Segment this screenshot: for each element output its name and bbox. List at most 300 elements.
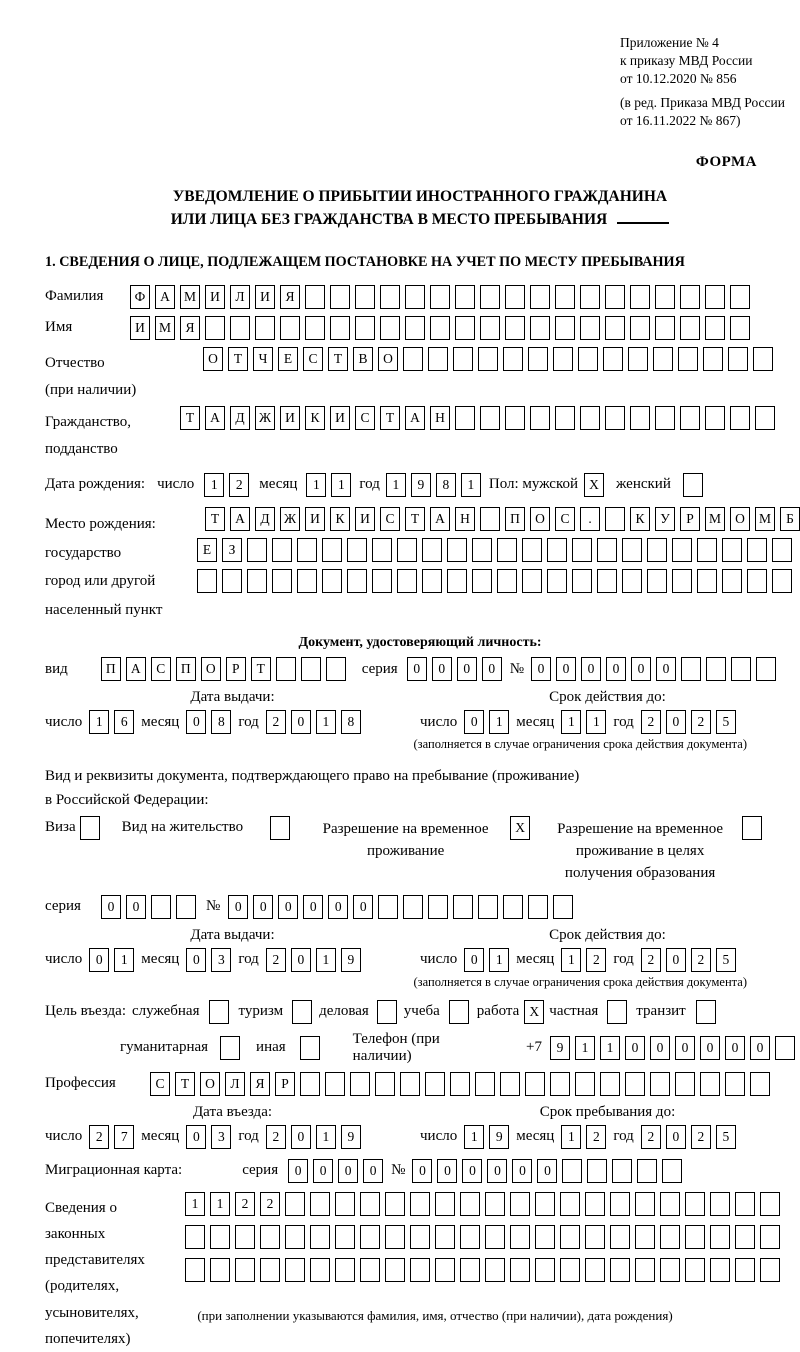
char-cell[interactable]: [683, 473, 703, 497]
char-cell[interactable]: У: [655, 507, 675, 531]
char-cell[interactable]: 1: [185, 1192, 205, 1216]
char-cell[interactable]: [697, 538, 717, 562]
char-cell[interactable]: [705, 316, 725, 340]
char-cell[interactable]: [772, 538, 792, 562]
char-cell[interactable]: [735, 1258, 755, 1282]
char-cell[interactable]: [697, 569, 717, 593]
entry-month-boxes[interactable]: [186, 1125, 231, 1149]
char-cell[interactable]: [725, 1072, 745, 1096]
char-cell[interactable]: 1: [316, 710, 336, 734]
char-cell[interactable]: [605, 285, 625, 309]
char-cell[interactable]: 1: [114, 948, 134, 972]
char-cell[interactable]: 0: [303, 895, 323, 919]
char-cell[interactable]: [405, 285, 425, 309]
char-cell[interactable]: 0: [126, 895, 146, 919]
char-cell[interactable]: [485, 1258, 505, 1282]
char-cell[interactable]: [603, 347, 623, 371]
char-cell[interactable]: [428, 347, 448, 371]
expiry-year-boxes[interactable]: [641, 710, 736, 734]
char-cell[interactable]: [628, 347, 648, 371]
char-cell[interactable]: 0: [666, 1125, 686, 1149]
char-cell[interactable]: [472, 569, 492, 593]
char-cell[interactable]: 0: [556, 657, 576, 681]
expiry-year-boxes[interactable]: [641, 948, 736, 972]
char-cell[interactable]: [80, 816, 100, 840]
char-cell[interactable]: 1: [316, 948, 336, 972]
char-cell[interactable]: [747, 538, 767, 562]
char-cell[interactable]: 0: [278, 895, 298, 919]
char-cell[interactable]: [222, 569, 242, 593]
char-cell[interactable]: 2: [691, 948, 711, 972]
char-cell[interactable]: 0: [700, 1036, 720, 1060]
char-cell[interactable]: [260, 1225, 280, 1249]
char-cell[interactable]: [453, 347, 473, 371]
char-cell[interactable]: [710, 1192, 730, 1216]
purpose-other-checkbox[interactable]: [300, 1036, 320, 1060]
char-cell[interactable]: П: [101, 657, 121, 681]
char-cell[interactable]: [553, 895, 573, 919]
char-cell[interactable]: [449, 1000, 469, 1024]
char-cell[interactable]: [607, 1000, 627, 1024]
char-cell[interactable]: [760, 1258, 780, 1282]
char-cell[interactable]: [270, 816, 290, 840]
issue-year-boxes[interactable]: [266, 710, 361, 734]
char-cell[interactable]: 0: [338, 1159, 358, 1183]
char-cell[interactable]: 2: [586, 948, 606, 972]
char-cell[interactable]: А: [230, 507, 250, 531]
doc-number-boxes[interactable]: [531, 657, 776, 681]
char-cell[interactable]: [610, 1225, 630, 1249]
char-cell[interactable]: [422, 569, 442, 593]
char-cell[interactable]: [305, 285, 325, 309]
residence-number-boxes[interactable]: [228, 895, 573, 919]
char-cell[interactable]: 0: [625, 1036, 645, 1060]
char-cell[interactable]: 2: [586, 1125, 606, 1149]
char-cell[interactable]: С: [355, 406, 375, 430]
char-cell[interactable]: [400, 1072, 420, 1096]
char-cell[interactable]: [730, 406, 750, 430]
char-cell[interactable]: [585, 1225, 605, 1249]
char-cell[interactable]: 0: [288, 1159, 308, 1183]
char-cell[interactable]: [600, 1072, 620, 1096]
char-cell[interactable]: 1: [586, 710, 606, 734]
char-cell[interactable]: 0: [725, 1036, 745, 1060]
char-cell[interactable]: [472, 538, 492, 562]
birth-place-row1-boxes[interactable]: [205, 507, 800, 531]
char-cell[interactable]: [560, 1192, 580, 1216]
char-cell[interactable]: [678, 347, 698, 371]
char-cell[interactable]: [710, 1225, 730, 1249]
char-cell[interactable]: [580, 316, 600, 340]
char-cell[interactable]: [503, 895, 523, 919]
expiry-day-boxes[interactable]: [464, 948, 509, 972]
char-cell[interactable]: [285, 1258, 305, 1282]
char-cell[interactable]: [535, 1192, 555, 1216]
purpose-tourism-checkbox[interactable]: [292, 1000, 312, 1024]
char-cell[interactable]: 2: [89, 1125, 109, 1149]
char-cell[interactable]: Т: [228, 347, 248, 371]
char-cell[interactable]: [505, 316, 525, 340]
char-cell[interactable]: [560, 1258, 580, 1282]
char-cell[interactable]: 0: [253, 895, 273, 919]
char-cell[interactable]: [637, 1159, 657, 1183]
char-cell[interactable]: [480, 285, 500, 309]
char-cell[interactable]: 1: [386, 473, 406, 497]
char-cell[interactable]: [310, 1225, 330, 1249]
char-cell[interactable]: [300, 1036, 320, 1060]
char-cell[interactable]: [272, 538, 292, 562]
temp-permit-checkbox[interactable]: [510, 816, 530, 840]
char-cell[interactable]: О: [200, 1072, 220, 1096]
char-cell[interactable]: 0: [650, 1036, 670, 1060]
char-cell[interactable]: [672, 569, 692, 593]
char-cell[interactable]: [700, 1072, 720, 1096]
char-cell[interactable]: Н: [430, 406, 450, 430]
char-cell[interactable]: К: [630, 507, 650, 531]
char-cell[interactable]: Т: [380, 406, 400, 430]
char-cell[interactable]: 1: [600, 1036, 620, 1060]
char-cell[interactable]: [587, 1159, 607, 1183]
char-cell[interactable]: К: [305, 406, 325, 430]
representatives-row3-boxes[interactable]: [185, 1258, 780, 1282]
char-cell[interactable]: [230, 316, 250, 340]
char-cell[interactable]: 0: [186, 1125, 206, 1149]
char-cell[interactable]: А: [405, 406, 425, 430]
char-cell[interactable]: [555, 285, 575, 309]
char-cell[interactable]: З: [222, 538, 242, 562]
char-cell[interactable]: [297, 569, 317, 593]
char-cell[interactable]: [380, 316, 400, 340]
char-cell[interactable]: X: [510, 816, 530, 840]
char-cell[interactable]: [772, 569, 792, 593]
char-cell[interactable]: А: [205, 406, 225, 430]
char-cell[interactable]: [460, 1192, 480, 1216]
char-cell[interactable]: [478, 347, 498, 371]
char-cell[interactable]: П: [505, 507, 525, 531]
char-cell[interactable]: [706, 657, 726, 681]
char-cell[interactable]: 0: [291, 1125, 311, 1149]
char-cell[interactable]: 1: [575, 1036, 595, 1060]
char-cell[interactable]: О: [530, 507, 550, 531]
char-cell[interactable]: Т: [175, 1072, 195, 1096]
char-cell[interactable]: [681, 657, 701, 681]
birth-month-boxes[interactable]: [306, 473, 351, 497]
char-cell[interactable]: [705, 285, 725, 309]
given-name-boxes[interactable]: [130, 316, 750, 340]
char-cell[interactable]: С: [151, 657, 171, 681]
char-cell[interactable]: [605, 406, 625, 430]
residence-series-boxes[interactable]: [101, 895, 196, 919]
char-cell[interactable]: [605, 316, 625, 340]
char-cell[interactable]: [377, 1000, 397, 1024]
expiry-month-boxes[interactable]: [561, 948, 606, 972]
char-cell[interactable]: [403, 895, 423, 919]
char-cell[interactable]: [460, 1225, 480, 1249]
char-cell[interactable]: [775, 1036, 795, 1060]
char-cell[interactable]: [480, 316, 500, 340]
issue-month-boxes[interactable]: [186, 710, 231, 734]
char-cell[interactable]: [355, 285, 375, 309]
char-cell[interactable]: [696, 1000, 716, 1024]
char-cell[interactable]: [622, 538, 642, 562]
char-cell[interactable]: 0: [457, 657, 477, 681]
char-cell[interactable]: [360, 1258, 380, 1282]
char-cell[interactable]: [405, 316, 425, 340]
char-cell[interactable]: 0: [228, 895, 248, 919]
char-cell[interactable]: [760, 1225, 780, 1249]
char-cell[interactable]: [397, 538, 417, 562]
char-cell[interactable]: [385, 1225, 405, 1249]
char-cell[interactable]: [660, 1225, 680, 1249]
char-cell[interactable]: [575, 1072, 595, 1096]
char-cell[interactable]: [428, 895, 448, 919]
char-cell[interactable]: [703, 347, 723, 371]
char-cell[interactable]: 0: [482, 657, 502, 681]
char-cell[interactable]: 8: [436, 473, 456, 497]
purpose-transit-checkbox[interactable]: [696, 1000, 716, 1024]
purpose-study-checkbox[interactable]: [449, 1000, 469, 1024]
char-cell[interactable]: [510, 1258, 530, 1282]
char-cell[interactable]: [685, 1225, 705, 1249]
char-cell[interactable]: М: [705, 507, 725, 531]
char-cell[interactable]: М: [180, 285, 200, 309]
char-cell[interactable]: [578, 347, 598, 371]
char-cell[interactable]: А: [155, 285, 175, 309]
char-cell[interactable]: 9: [550, 1036, 570, 1060]
char-cell[interactable]: [630, 406, 650, 430]
char-cell[interactable]: 2: [641, 1125, 661, 1149]
char-cell[interactable]: Д: [255, 507, 275, 531]
doc-series-boxes[interactable]: [407, 657, 502, 681]
char-cell[interactable]: 3: [211, 948, 231, 972]
char-cell[interactable]: [422, 538, 442, 562]
char-cell[interactable]: И: [130, 316, 150, 340]
entry-day-boxes[interactable]: [89, 1125, 134, 1149]
char-cell[interactable]: [455, 406, 475, 430]
char-cell[interactable]: Ж: [255, 406, 275, 430]
char-cell[interactable]: [285, 1225, 305, 1249]
char-cell[interactable]: [662, 1159, 682, 1183]
char-cell[interactable]: 1: [306, 473, 326, 497]
char-cell[interactable]: [347, 569, 367, 593]
char-cell[interactable]: [410, 1258, 430, 1282]
char-cell[interactable]: 0: [537, 1159, 557, 1183]
expiry-month-boxes[interactable]: [561, 710, 606, 734]
char-cell[interactable]: [622, 569, 642, 593]
char-cell[interactable]: 6: [114, 710, 134, 734]
stay-day-boxes[interactable]: [464, 1125, 509, 1149]
char-cell[interactable]: [380, 285, 400, 309]
char-cell[interactable]: Т: [180, 406, 200, 430]
char-cell[interactable]: О: [203, 347, 223, 371]
char-cell[interactable]: [730, 285, 750, 309]
char-cell[interactable]: О: [201, 657, 221, 681]
char-cell[interactable]: И: [255, 285, 275, 309]
char-cell[interactable]: [562, 1159, 582, 1183]
char-cell[interactable]: 5: [716, 948, 736, 972]
issue-month-boxes[interactable]: [186, 948, 231, 972]
char-cell[interactable]: 5: [716, 1125, 736, 1149]
char-cell[interactable]: [322, 569, 342, 593]
char-cell[interactable]: 2: [266, 710, 286, 734]
char-cell[interactable]: [260, 1258, 280, 1282]
char-cell[interactable]: [735, 1225, 755, 1249]
char-cell[interactable]: [325, 1072, 345, 1096]
char-cell[interactable]: О: [378, 347, 398, 371]
doc-type-boxes[interactable]: [101, 657, 346, 681]
char-cell[interactable]: [335, 1225, 355, 1249]
char-cell[interactable]: [151, 895, 171, 919]
char-cell[interactable]: Ж: [280, 507, 300, 531]
char-cell[interactable]: [210, 1225, 230, 1249]
char-cell[interactable]: Р: [275, 1072, 295, 1096]
char-cell[interactable]: [635, 1192, 655, 1216]
char-cell[interactable]: Е: [197, 538, 217, 562]
char-cell[interactable]: [647, 538, 667, 562]
char-cell[interactable]: 1: [210, 1192, 230, 1216]
char-cell[interactable]: [580, 406, 600, 430]
birth-place-row2-boxes[interactable]: [197, 538, 800, 562]
char-cell[interactable]: 0: [291, 948, 311, 972]
sex-female-checkbox[interactable]: [683, 473, 703, 497]
char-cell[interactable]: [685, 1192, 705, 1216]
char-cell[interactable]: [375, 1072, 395, 1096]
char-cell[interactable]: [455, 316, 475, 340]
char-cell[interactable]: 2: [266, 1125, 286, 1149]
char-cell[interactable]: 0: [750, 1036, 770, 1060]
char-cell[interactable]: [500, 1072, 520, 1096]
char-cell[interactable]: 1: [331, 473, 351, 497]
char-cell[interactable]: [347, 538, 367, 562]
char-cell[interactable]: 8: [211, 710, 231, 734]
char-cell[interactable]: 0: [464, 710, 484, 734]
char-cell[interactable]: [510, 1192, 530, 1216]
char-cell[interactable]: [580, 285, 600, 309]
char-cell[interactable]: 9: [411, 473, 431, 497]
char-cell[interactable]: 0: [328, 895, 348, 919]
char-cell[interactable]: [305, 316, 325, 340]
char-cell[interactable]: М: [155, 316, 175, 340]
char-cell[interactable]: Ч: [253, 347, 273, 371]
char-cell[interactable]: С: [150, 1072, 170, 1096]
char-cell[interactable]: [525, 1072, 545, 1096]
char-cell[interactable]: 1: [489, 948, 509, 972]
char-cell[interactable]: X: [584, 473, 604, 497]
char-cell[interactable]: [410, 1192, 430, 1216]
char-cell[interactable]: 1: [89, 710, 109, 734]
char-cell[interactable]: [547, 569, 567, 593]
char-cell[interactable]: [522, 538, 542, 562]
char-cell[interactable]: [710, 1258, 730, 1282]
purpose-work-checkbox[interactable]: [524, 1000, 544, 1024]
birth-place-row3-boxes[interactable]: [197, 569, 800, 593]
char-cell[interactable]: 1: [204, 473, 224, 497]
char-cell[interactable]: А: [430, 507, 450, 531]
representatives-row1-boxes[interactable]: [185, 1192, 780, 1216]
char-cell[interactable]: [730, 316, 750, 340]
char-cell[interactable]: [497, 538, 517, 562]
char-cell[interactable]: 0: [101, 895, 121, 919]
char-cell[interactable]: [475, 1072, 495, 1096]
char-cell[interactable]: [505, 285, 525, 309]
purpose-business-checkbox[interactable]: [377, 1000, 397, 1024]
char-cell[interactable]: [572, 538, 592, 562]
char-cell[interactable]: [272, 569, 292, 593]
char-cell[interactable]: А: [126, 657, 146, 681]
char-cell[interactable]: 9: [341, 1125, 361, 1149]
char-cell[interactable]: [760, 1192, 780, 1216]
char-cell[interactable]: 0: [407, 657, 427, 681]
representatives-row2-boxes[interactable]: [185, 1225, 780, 1249]
char-cell[interactable]: [453, 895, 473, 919]
char-cell[interactable]: [220, 1036, 240, 1060]
char-cell[interactable]: 9: [489, 1125, 509, 1149]
char-cell[interactable]: М: [755, 507, 775, 531]
char-cell[interactable]: [585, 1192, 605, 1216]
char-cell[interactable]: [210, 1258, 230, 1282]
char-cell[interactable]: [535, 1258, 555, 1282]
char-cell[interactable]: 3: [211, 1125, 231, 1149]
char-cell[interactable]: [397, 569, 417, 593]
issue-day-boxes[interactable]: [89, 710, 134, 734]
char-cell[interactable]: 0: [186, 710, 206, 734]
char-cell[interactable]: [435, 1225, 455, 1249]
char-cell[interactable]: 1: [464, 1125, 484, 1149]
char-cell[interactable]: Я: [180, 316, 200, 340]
stay-month-boxes[interactable]: [561, 1125, 606, 1149]
surname-boxes[interactable]: [130, 285, 750, 309]
char-cell[interactable]: [756, 657, 776, 681]
char-cell[interactable]: [753, 347, 773, 371]
char-cell[interactable]: 5: [716, 710, 736, 734]
char-cell[interactable]: [675, 1072, 695, 1096]
char-cell[interactable]: [655, 406, 675, 430]
char-cell[interactable]: [550, 1072, 570, 1096]
char-cell[interactable]: [255, 316, 275, 340]
char-cell[interactable]: [750, 1072, 770, 1096]
char-cell[interactable]: [292, 1000, 312, 1024]
entry-year-boxes[interactable]: [266, 1125, 361, 1149]
char-cell[interactable]: [547, 538, 567, 562]
char-cell[interactable]: И: [355, 507, 375, 531]
char-cell[interactable]: 1: [561, 1125, 581, 1149]
char-cell[interactable]: [247, 569, 267, 593]
char-cell[interactable]: [385, 1192, 405, 1216]
char-cell[interactable]: [385, 1258, 405, 1282]
char-cell[interactable]: [660, 1258, 680, 1282]
char-cell[interactable]: 2: [641, 948, 661, 972]
char-cell[interactable]: С: [380, 507, 400, 531]
char-cell[interactable]: [660, 1192, 680, 1216]
char-cell[interactable]: [447, 538, 467, 562]
char-cell[interactable]: [635, 1225, 655, 1249]
char-cell[interactable]: [310, 1192, 330, 1216]
char-cell[interactable]: [197, 569, 217, 593]
char-cell[interactable]: 0: [512, 1159, 532, 1183]
char-cell[interactable]: С: [555, 507, 575, 531]
char-cell[interactable]: 2: [260, 1192, 280, 1216]
char-cell[interactable]: [455, 285, 475, 309]
char-cell[interactable]: [755, 406, 775, 430]
char-cell[interactable]: 2: [235, 1192, 255, 1216]
char-cell[interactable]: 2: [641, 710, 661, 734]
char-cell[interactable]: Т: [205, 507, 225, 531]
char-cell[interactable]: Н: [455, 507, 475, 531]
purpose-official-checkbox[interactable]: [209, 1000, 229, 1024]
char-cell[interactable]: 8: [341, 710, 361, 734]
char-cell[interactable]: Р: [680, 507, 700, 531]
char-cell[interactable]: [235, 1258, 255, 1282]
